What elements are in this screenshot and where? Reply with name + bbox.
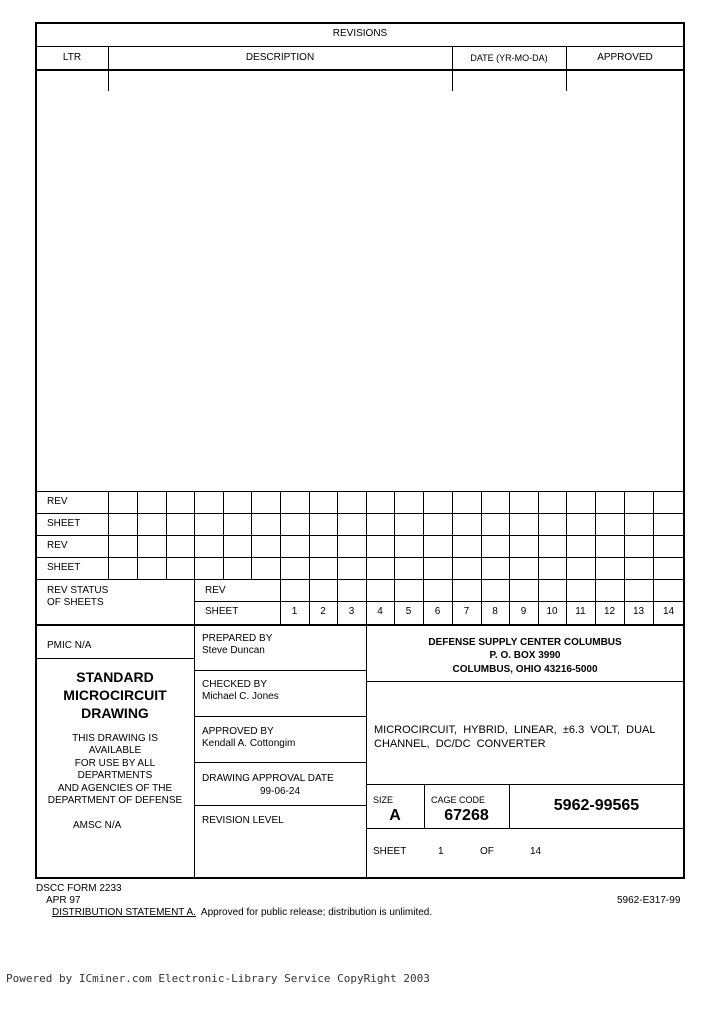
date-header: DATE (YR-MO-DA) [470, 53, 548, 63]
distribution-label: DISTRIBUTION STATEMENT A. [52, 907, 196, 918]
sheet-number: 7 [463, 606, 470, 617]
form-number: DSCC FORM 2233 [36, 883, 122, 894]
agency-address: P. O. BOX 3990 [489, 650, 561, 661]
checked-name: Michael C. Jones [202, 691, 279, 702]
grid-column-line [166, 491, 167, 579]
divider [366, 828, 684, 829]
sheet-row-label: SHEET [47, 562, 81, 573]
standard-title: DRAWING [81, 705, 149, 721]
availability-text: DEPARTMENT OF DEFENSE [47, 795, 183, 806]
agency-city: COLUMBUS, OHIO 43216-5000 [452, 664, 598, 675]
grid-column-line [108, 491, 109, 579]
sheet-number: 1 [291, 606, 298, 617]
document-code: 5962-E317-99 [617, 895, 681, 906]
grid-column-line [566, 491, 567, 579]
grid-column-line [194, 491, 195, 579]
sheet-value: 1 [438, 846, 444, 857]
grid-column-line [280, 491, 281, 579]
approval-date-label: DRAWING APPROVAL DATE [202, 773, 334, 784]
amsc: AMSC N/A [73, 820, 122, 831]
grid-column-line [538, 491, 539, 579]
form-date: APR 97 [46, 895, 81, 906]
sheet-number: 11 [575, 606, 586, 617]
divider [36, 557, 684, 558]
standard-title: STANDARD [76, 669, 154, 685]
availability-text: AVAILABLE [88, 745, 142, 756]
divider [36, 69, 684, 71]
status-sheet-label: SHEET [205, 606, 239, 617]
revision-level-label: REVISION LEVEL [202, 815, 284, 826]
grid-column-line [137, 491, 138, 579]
availability-text: THIS DRAWING IS [72, 733, 158, 744]
divider [36, 579, 684, 580]
divider [36, 491, 684, 492]
sheet-row-label: SHEET [47, 518, 81, 529]
grid-column-line [251, 491, 252, 579]
approved-header: APPROVED [597, 52, 653, 63]
drawing-number: 5962-99565 [553, 797, 640, 814]
divider [36, 46, 684, 47]
sheet-label: SHEET [373, 846, 407, 857]
divider [36, 624, 684, 626]
divider [194, 670, 366, 671]
prepared-label: PREPARED BY [202, 633, 273, 644]
grid-column-line [452, 491, 453, 579]
revisions-title: REVISIONS [332, 28, 388, 39]
grid-column-line [509, 491, 510, 579]
cage-code-label: CAGE CODE [431, 795, 486, 805]
grid-column-line [394, 491, 395, 579]
sheet-number: 6 [434, 606, 441, 617]
divider [194, 762, 366, 763]
availability-text: FOR USE BY ALL [74, 758, 156, 769]
checked-label: CHECKED BY [202, 679, 268, 690]
divider [36, 535, 684, 536]
distribution-statement [52, 907, 432, 919]
approval-date-value: 99-06-24 [259, 786, 301, 797]
availability-text: DEPARTMENTS [77, 770, 153, 781]
grid-column-line [595, 491, 596, 579]
availability-text: AND AGENCIES OF THE [57, 783, 173, 794]
divider [36, 513, 684, 514]
divider [194, 805, 366, 806]
sheet-number: 9 [520, 606, 527, 617]
sheet-number: 5 [405, 606, 412, 617]
size-value: A [389, 807, 401, 824]
divider [194, 716, 366, 717]
divider [36, 658, 194, 659]
grid-column-line [653, 491, 654, 579]
rev-row-label: REV [47, 540, 68, 551]
ltr-header: LTR [62, 52, 82, 63]
rev-status-label: REV STATUS [47, 585, 109, 596]
sheet-number: 8 [492, 606, 498, 617]
divider [366, 681, 684, 682]
rev-row-label: REV [47, 496, 68, 507]
sheet-of-label: OF [480, 846, 494, 857]
grid-column-line [481, 491, 482, 579]
sheet-number: 2 [320, 606, 326, 617]
cage-code-value: 67268 [444, 807, 489, 824]
pmic: PMIC N/A [47, 640, 92, 651]
approved-label: APPROVED BY [202, 726, 274, 737]
divider [194, 601, 684, 602]
sheet-total: 14 [530, 846, 542, 857]
standard-title: MICROCIRCUIT [63, 687, 167, 703]
grid-column-line [337, 491, 338, 579]
watermark: Powered by ICminer.com Electronic-Library Service CopyRight 2003 [6, 972, 430, 985]
approved-name: Kendall A. Cottongim [202, 738, 296, 749]
drawing-title: CHANNEL, DC/DC CONVERTER [374, 738, 546, 750]
rev-status-label: OF SHEETS [47, 597, 104, 608]
size-label: SIZE [373, 795, 394, 805]
distribution-text: Approved for public release; distribution is unlimited. [195, 907, 433, 918]
agency-name: DEFENSE SUPPLY CENTER COLUMBUS [428, 637, 622, 648]
sheet-number: 3 [348, 606, 355, 617]
divider [366, 784, 684, 785]
grid-column-line [366, 491, 367, 579]
drawing-title: MICROCIRCUIT, HYBRID, LINEAR, ±6.3 VOLT, DUAL [374, 724, 656, 736]
sheet-number: 14 [662, 606, 675, 617]
grid-column-line [624, 491, 625, 579]
grid-column-line [309, 491, 310, 579]
sheet-number: 4 [377, 606, 383, 617]
divider [366, 624, 367, 879]
sheet-number: 13 [632, 606, 645, 617]
sheet-number: 10 [546, 606, 558, 617]
grid-column-line [223, 491, 224, 579]
sheet-number: 12 [603, 606, 616, 617]
grid-column-line [423, 491, 424, 579]
prepared-name: Steve Duncan [202, 645, 265, 656]
description-header: DESCRIPTION [245, 52, 315, 63]
status-rev-label: REV [205, 585, 226, 596]
